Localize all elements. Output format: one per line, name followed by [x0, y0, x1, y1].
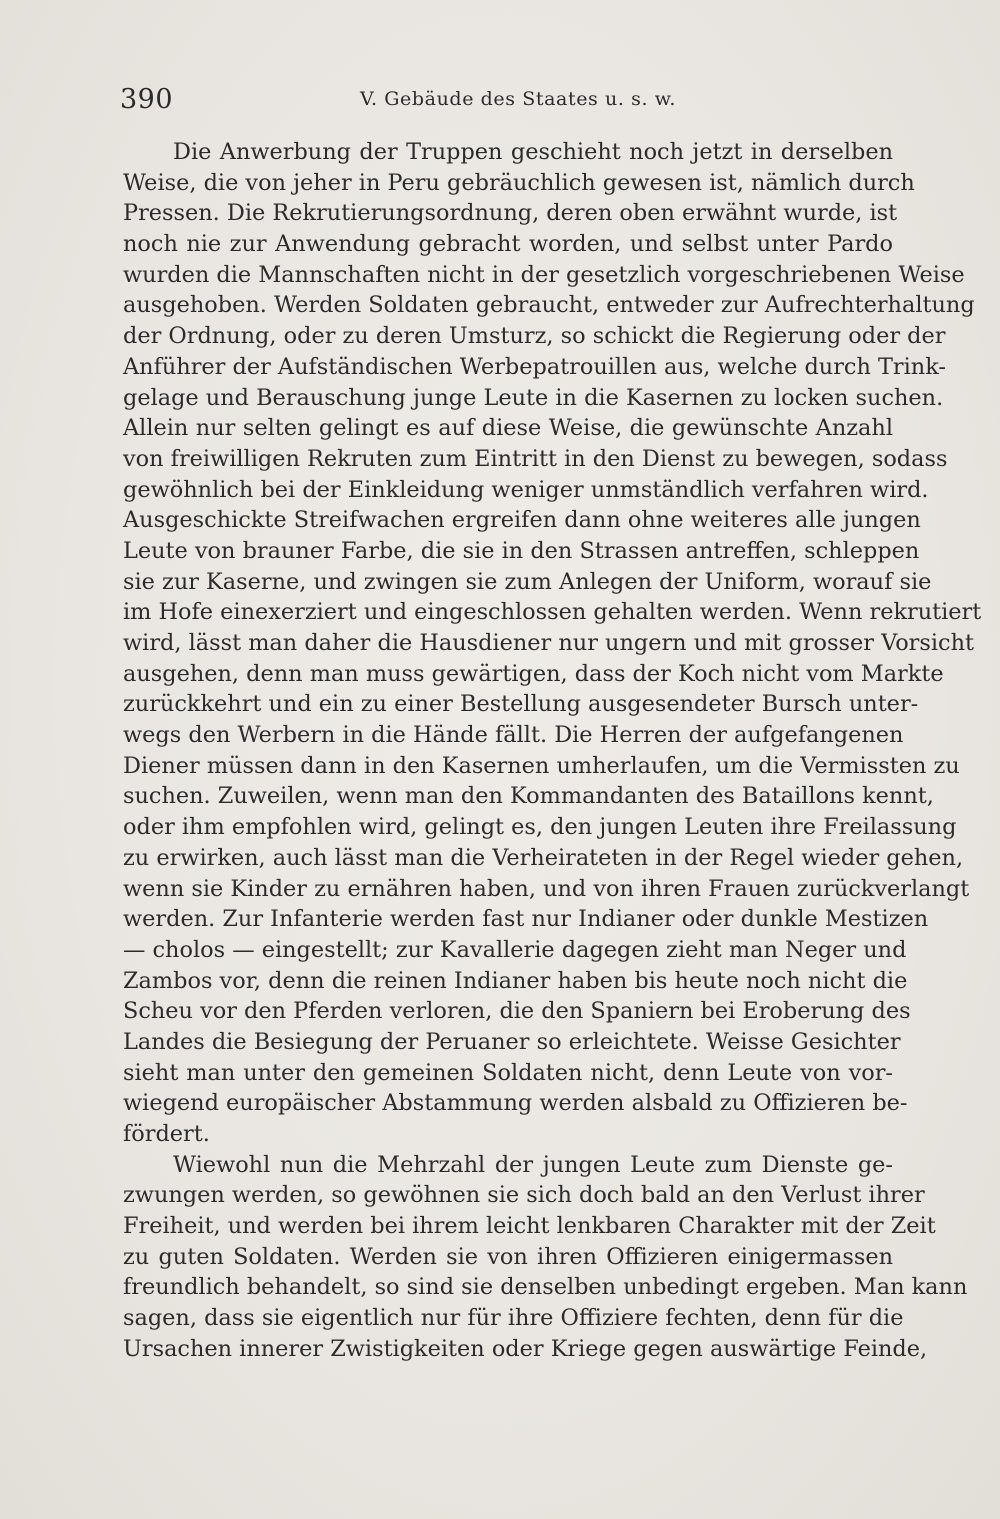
text-line: Pressen. Die Rekrutierungsordnung, deren oben erwähnt wurde, ist	[123, 200, 898, 227]
text-line: wenn sie Kinder zu ernähren haben, und von ihren Frauen zurückverlangt	[123, 875, 970, 902]
text-line: zwungen werden, so gewöhnen sie sich doch bald an den Verlust ihrer	[123, 1182, 925, 1209]
text-line: Ursachen innerer Zwistigkeiten oder Kriege gegen auswärtige Feinde,	[123, 1335, 928, 1362]
text-line: fördert.	[123, 1121, 210, 1147]
running-title: V. Gebäude des Staates u. s. w.	[360, 88, 677, 110]
text-line: von freiwilligen Rekruten zum Eintritt in den Dienst zu bewegen, sodass	[123, 445, 948, 472]
text-line: Zambos vor, denn die reinen Indianer haben bis heute noch nicht die	[123, 967, 908, 994]
text-line: Weise, die von jeher in Peru gebräuchlich gewesen ist, nämlich durch	[123, 169, 915, 196]
text-line: Leute von brauner Farbe, die sie in den Strassen antreffen, schleppen	[123, 537, 920, 564]
text-line: wegs den Werbern in die Hände fällt. Die Herren der aufgefangenen	[123, 722, 904, 749]
paragraph	[123, 137, 982, 1150]
text-line: Allein nur selten gelingt es auf diese Weise, die gewünschte Anzahl	[123, 415, 893, 442]
text-line: ausgehoben. Werden Soldaten gebraucht, entweder zur Aufrechterhaltung	[123, 292, 975, 319]
text-line: sagen, dass sie eigentlich nur für ihre Offiziere fechten, denn für die	[123, 1305, 904, 1332]
text-line: werden. Zur Infanterie werden fast nur Indianer oder dunkle Mestizen	[123, 906, 929, 933]
text-line: ausgehen, denn man muss gewärtigen, dass der Koch nicht vom Markte	[123, 660, 944, 687]
text-line: — cholos — eingestellt; zur Kavallerie dagegen zieht man Neger und	[123, 936, 907, 963]
text-line: zu erwirken, auch lässt man die Verheirateten in der Regel wieder gehen,	[123, 844, 964, 871]
text-line: gewöhnlich bei der Einkleidung weniger unmständlich verfahren wird.	[123, 476, 929, 503]
text-line: noch nie zur Anwendung gebracht worden, und selbst unter Pardo	[123, 231, 893, 258]
text-line: zurückkehrt und ein zu einer Bestellung ausgesendeter Bursch unter-	[123, 691, 919, 718]
text-line: Wiewohl nun die Mehrzahl der jungen Leute zum Dienste ge-	[173, 1151, 893, 1178]
text-line: Anführer der Aufständischen Werbepatrouillen aus, welche durch Trink-	[123, 353, 946, 380]
text-line: Diener müssen dann in den Kasernen umherlaufen, um die Vermissten zu	[123, 752, 960, 779]
text-line: Ausgeschickte Streifwachen ergreifen dann ohne weiteres alle jungen	[123, 507, 921, 534]
text-line: wird, lässt man daher die Hausdiener nur ungern und mit grosser Vorsicht	[123, 630, 974, 656]
text-line: Landes die Besiegung der Peruaner so erleichtete. Weisse Gesichter	[123, 1028, 901, 1055]
paragraph	[123, 1150, 968, 1365]
page-number: 390	[120, 84, 174, 115]
text-line: sieht man unter den gemeinen Soldaten nicht, denn Leute von vor-	[123, 1059, 893, 1086]
body-text	[123, 137, 982, 1365]
text-line: zu guten Soldaten. Werden sie von ihren Offizieren einigermassen	[123, 1243, 893, 1270]
text-line: wiegend europäischer Abstammung werden alsbald zu Offizieren be-	[123, 1090, 908, 1117]
text-line: freundlich behandelt, so sind sie denselben unbedingt ergeben. Man kann	[123, 1274, 968, 1301]
text-line: Die Anwerbung der Truppen geschieht noch jetzt in derselben	[173, 139, 893, 165]
text-line: der Ordnung, oder zu deren Umsturz, so schickt die Regierung oder der	[123, 323, 946, 350]
text-line: oder ihm empfohlen wird, gelingt es, den jungen Leuten ihre Freilassung	[123, 814, 957, 841]
text-line: sie zur Kaserne, und zwingen sie zum Anlegen der Uniform, worauf sie	[123, 568, 932, 595]
text-line: gelage und Berauschung junge Leute in die Kasernen zu locken suchen.	[123, 384, 944, 411]
text-line: Freiheit, und werden bei ihrem leicht lenkbaren Charakter mit der Zeit	[123, 1213, 936, 1240]
text-line: suchen. Zuweilen, wenn man den Kommandanten des Bataillons kennt,	[123, 783, 934, 810]
text-line: Scheu vor den Pferden verloren, die den Spaniern bei Eroberung des	[123, 998, 911, 1025]
text-line: wurden die Mannschaften nicht in der gesetzlich vorgeschriebenen Weise	[123, 261, 965, 288]
text-line: im Hofe einexerziert und eingeschlossen gehalten werden. Wenn rekrutiert	[123, 599, 982, 626]
